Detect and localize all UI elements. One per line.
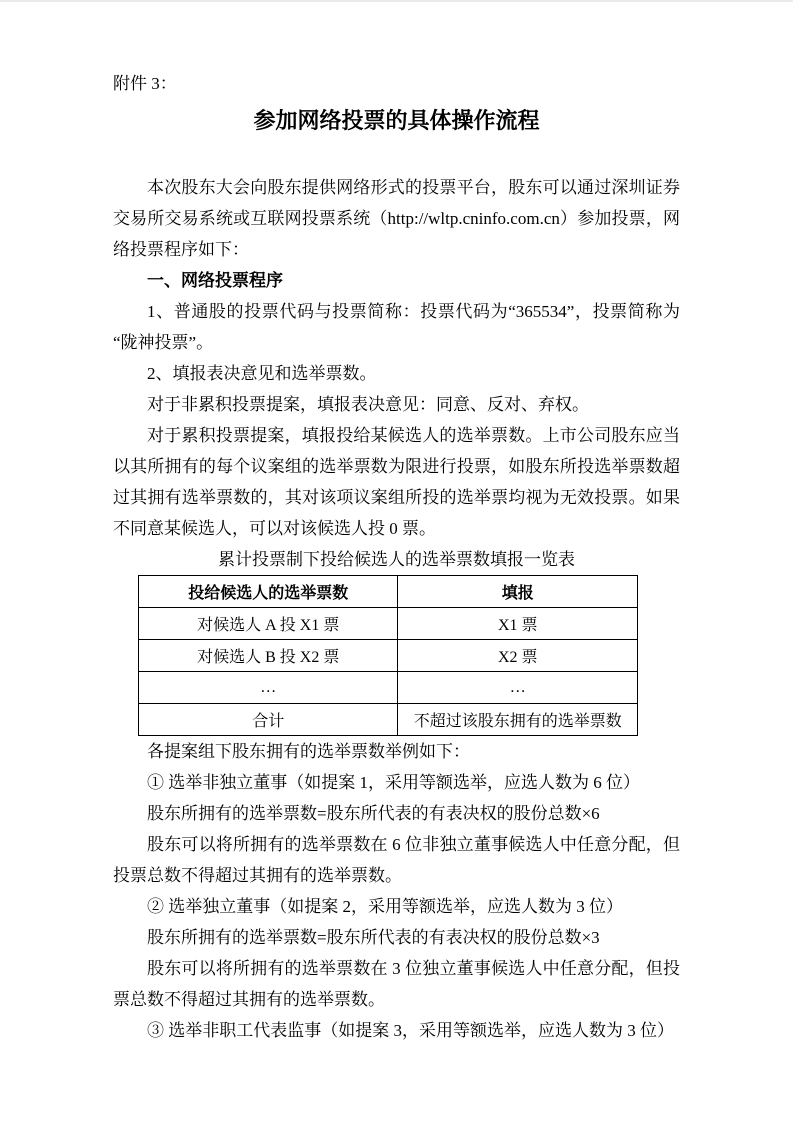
table-cell: 对候选人 A 投 X1 票 <box>139 608 398 640</box>
example2-note: 股东可以将所拥有的选举票数在 3 位独立董事候选人中任意分配，但投票总数不得超过其拥有的选举票数。 <box>113 959 680 1009</box>
intro-paragraph: 本次股东大会向股东提供网络形式的投票平台，股东可以通过深圳证券交易所交易系统或互联网投票系统（http://wltp.cninfo.com.cn）参加投票，网络投票程序如下： <box>113 178 680 259</box>
example1-title: ① 选举非独立董事（如提案 1，采用等额选举，应选人数为 6 位） <box>147 773 640 792</box>
example2-title: ② 选举独立董事（如提案 2，采用等额选举，应选人数为 3 位） <box>147 897 623 916</box>
cumulative-votes-table <box>138 575 638 736</box>
table-cell: 不超过该股东拥有的选举票数 <box>398 704 638 736</box>
example3-title: ③ 选举非职工代表监事（如提案 3，采用等额选举，应选人数为 3 位） <box>147 1021 674 1040</box>
example2-formula: 股东所拥有的选举票数=股东所代表的有表决权的股份总数×3 <box>147 928 600 947</box>
page-top-edge <box>0 0 793 2</box>
cumulative-paragraph: 对于累积投票提案，填报投给某候选人的选举票数。上市公司股东应当以其所拥有的每个议案组的选举票数为限进行投票，如股东所投选举票数超过其拥有选举票数的，其对该项议案组所投的选举票均视为无效投票。如果不同意某候选人，可以对该候选人投 0 票。 <box>113 426 680 538</box>
table-cell: … <box>139 672 398 704</box>
non-cumulative-paragraph: 对于非累积投票提案，填报表决意见：同意、反对、弃权。 <box>147 395 589 414</box>
table-cell: … <box>398 672 638 704</box>
table-cell: 对候选人 B 投 X2 票 <box>139 640 398 672</box>
example1-note: 股东可以将所拥有的选举票数在 6 位非独立董事候选人中任意分配，但投票总数不得超过其拥有的选举票数。 <box>113 835 680 885</box>
table-cell: X2 票 <box>398 640 638 672</box>
voting-code-paragraph: 1、普通股的投票代码与投票简称：投票代码为“365534”，投票简称为“陇神投票”。 <box>113 302 680 352</box>
document-title: 参加网络投票的具体操作流程 <box>253 108 540 133</box>
table-caption: 累计投票制下投给候选人的选举票数填报一览表 <box>218 550 575 569</box>
table-row <box>139 608 638 640</box>
table-header-row <box>139 576 638 608</box>
examples-lead-paragraph: 各提案组下股东拥有的选举票数举例如下： <box>147 742 470 761</box>
table-cell: X1 票 <box>398 608 638 640</box>
example1-formula: 股东所拥有的选举票数=股东所代表的有表决权的股份总数×6 <box>147 804 600 823</box>
section-heading: 一、网络投票程序 <box>147 271 283 290</box>
table-cell: 合计 <box>139 704 398 736</box>
table-row <box>139 640 638 672</box>
table-header-votes: 投给候选人的选举票数 <box>139 576 398 608</box>
table-row <box>139 704 638 736</box>
fill-in-paragraph: 2、填报表决意见和选举票数。 <box>147 364 377 383</box>
table-header-fillin: 填报 <box>398 576 638 608</box>
table-row <box>139 672 638 704</box>
attachment-label: 附件 3： <box>113 74 177 93</box>
